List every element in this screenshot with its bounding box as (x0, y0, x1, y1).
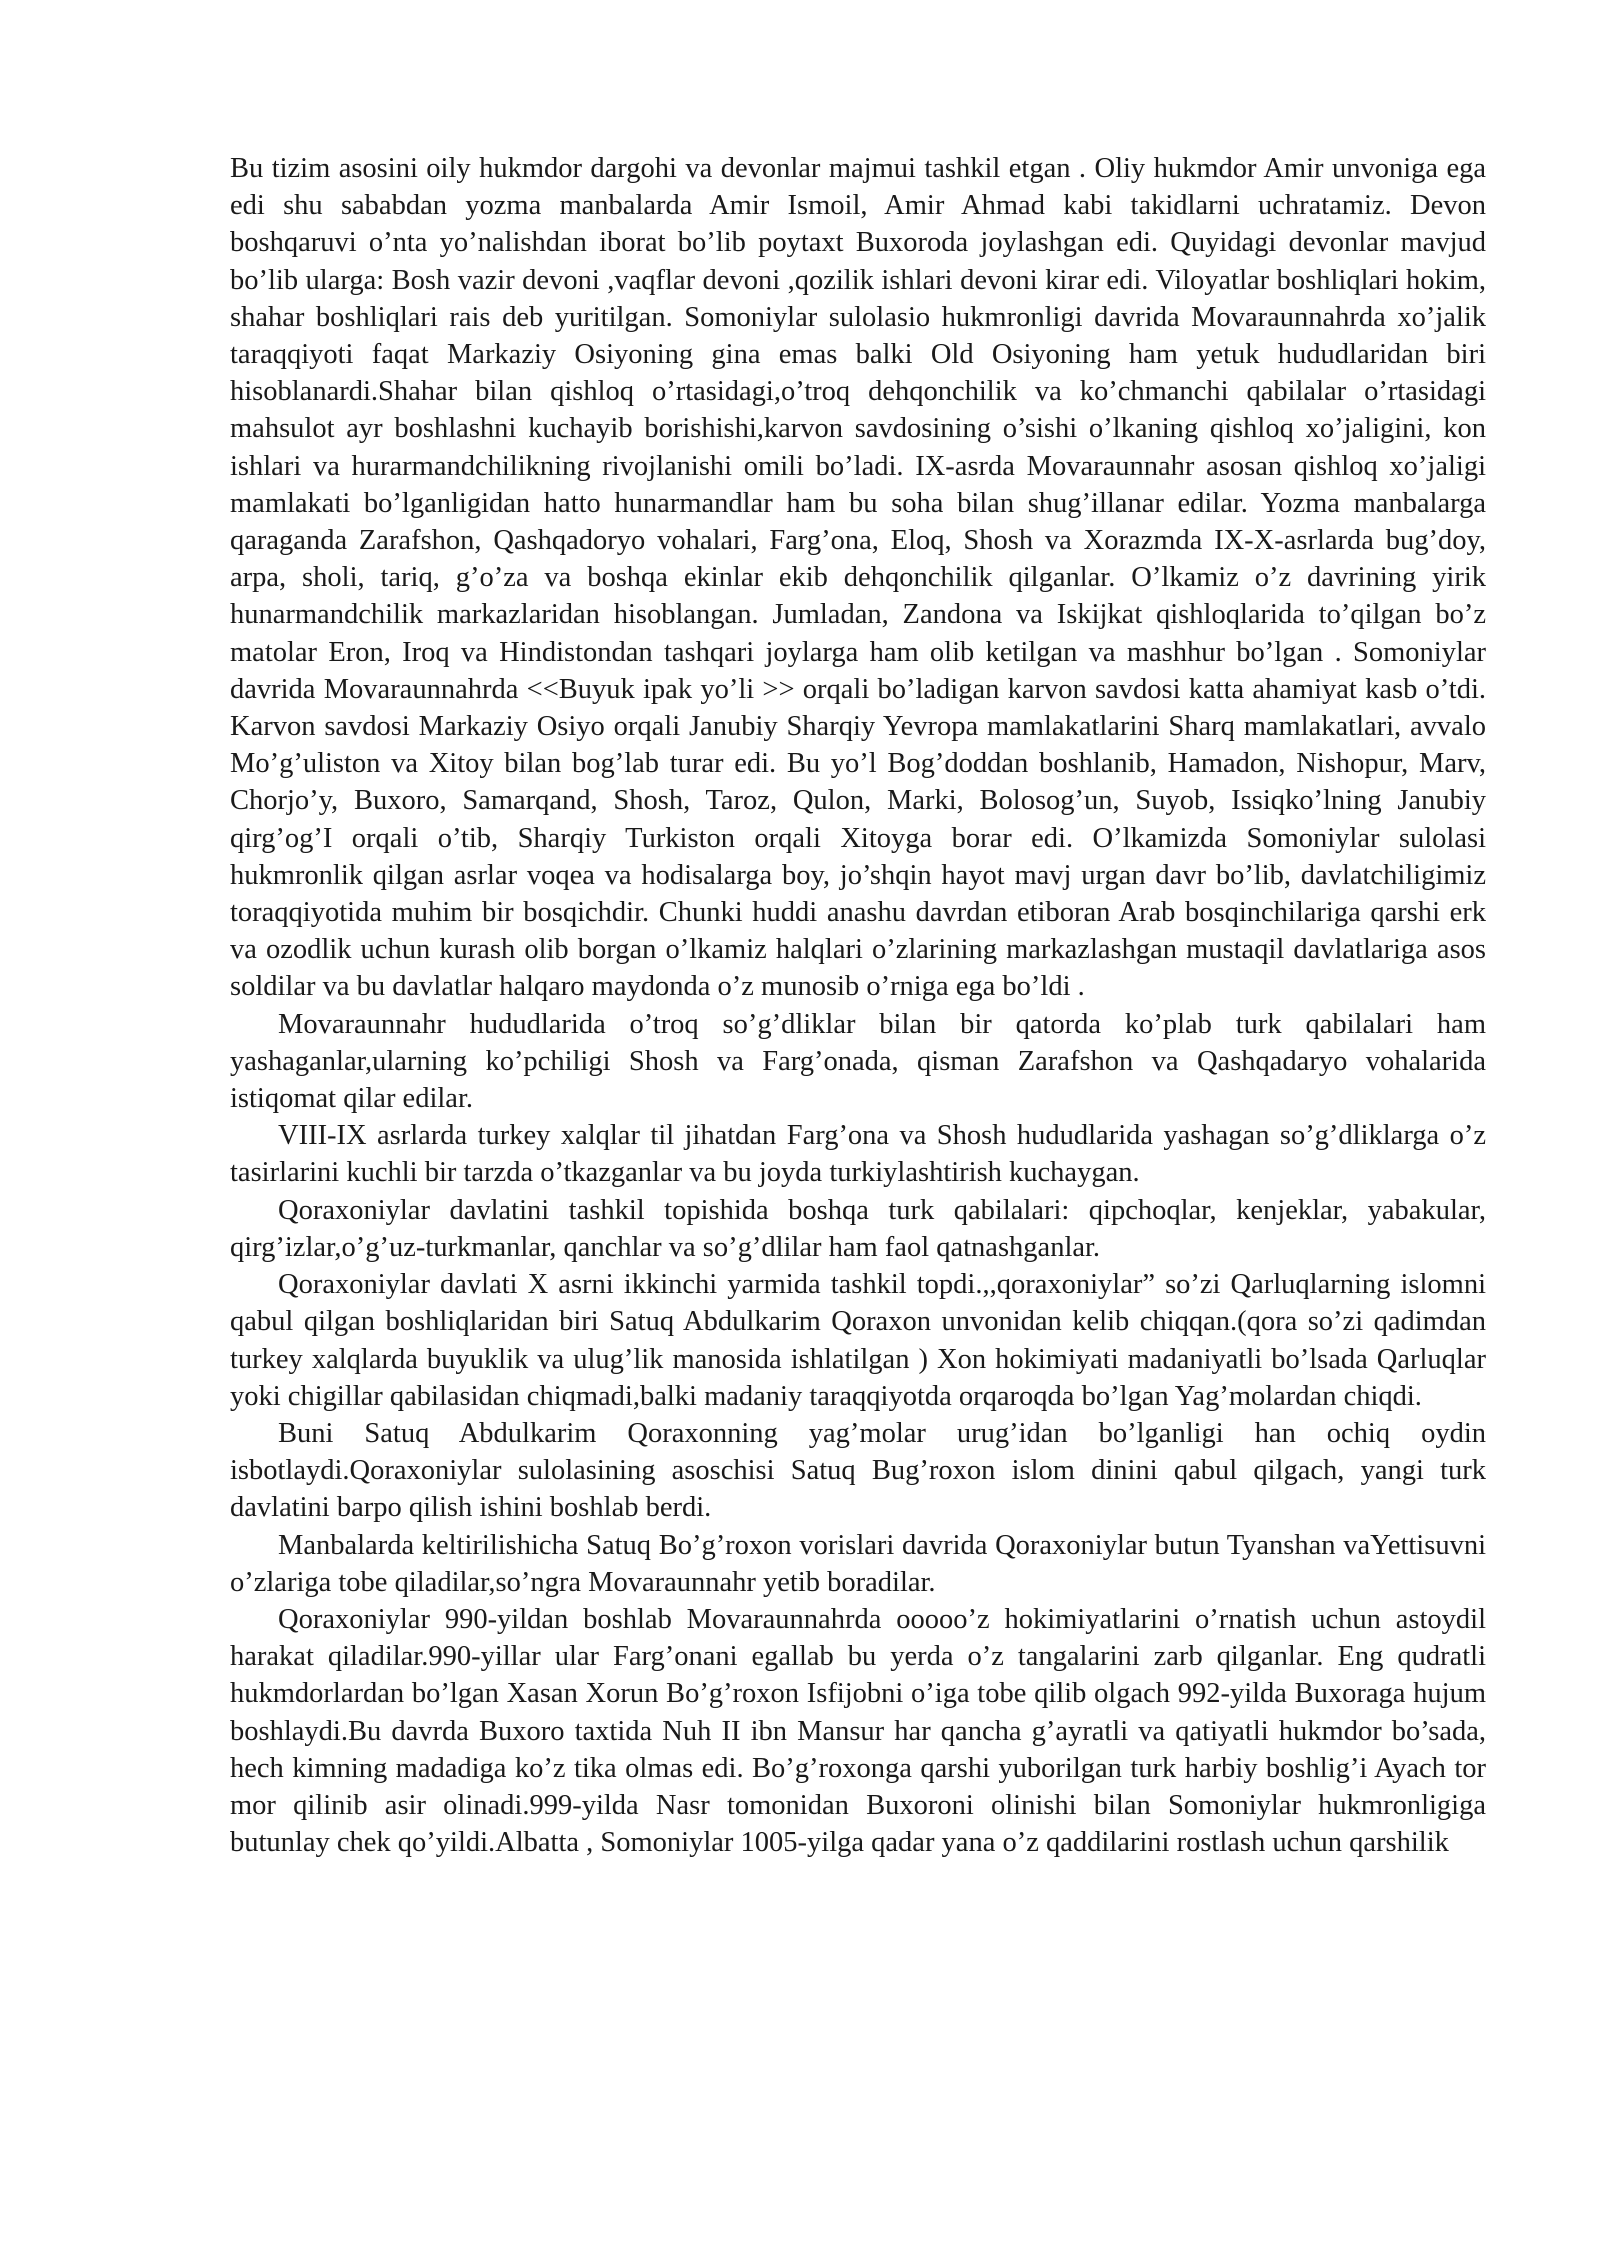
paragraph-qoraxoniylar-origin: Qoraxoniylar davlati X asrni ikkinchi yarmida tashkil topdi.,,qoraxoniylar” so’zi Qarluqlarning islomni qabul qilgan boshliqlaridan biri Satuq Abdulkarim Qoraxon unvonidan kelib chiqqan.(qora so’zi qadimdan turkey xalqlarda buyuklik va ulug’lik manosida ishlatilgan ) Xon hokimiyati madaniyatli bo’lsada Qarluqlar yoki chigillar qabilasidan chiqmadi,balki madaniy taraqqiyotda orqaroqda bo’lgan Yag’molardan chiqdi. (230, 1269, 1486, 1412)
paragraph-somoniylar-administration: Bu tizim asosini oily hukmdor dargohi va devonlar majmui tashkil etgan . Oliy hukmdor Amir unvoniga ega edi shu sababdan yozma manbalarda Amir Ismoil, Amir Ahmad kabi takidlarni uchratamiz. Devon boshqaruvi o’nta yo’nalishdan iborat bo’lib poytaxt Buxoroda joylashgan edi. Quyidagi devonlar mavjud bo’lib ularga: Bosh vazir devoni ,vaqflar devoni ,qozilik ishlari devoni kirar edi. Viloyatlar boshliqlari hokim, shahar boshliqlari rais deb yuritilgan. Somoniylar sulolasio hukmronligi davrida Movaraunnahrda xo’jalik taraqqiyoti faqat Markaziy Osiyoning gina emas balki Old Osiyoning ham yetuk hududlaridan biri hisoblanardi.Shahar bilan qishloq o’rtasidagi,o’troq dehqonchilik va ko’chmanchi qabilalar o’rtasidagi mahsulot ayr boshlashni kuchayib borishishi,karvon savdosining o’sishi o’lkaning qishloq xo’jaligini, kon ishlari va hurarmandchilikning rivojlanishi omili bo’ladi. IX-asrda Movaraunnahr asosan qishloq xo’jaligi mamlakati bo’lganligidan hatto hunarmandlar ham bu soha bilan shug’illanar edilar. Yozma manbalarga qaraganda Zarafshon, Qashqadoryo vohalari, Farg’ona, Eloq, Shosh va Xorazmda IX-X-asrlarda bug’doy, arpa, sholi, tariq, g’o’za va boshqa ekinlar ekib dehqonchilik qilganlar. O’lkamiz o’z davrining yirik hunarmandchilik markazlaridan hisoblangan. Jumladan, Zandona va Iskijkat qishloqlarida to’qilgan bo’z matolar Eron, Iroq va Hindistondan tashqari joylarga ham olib ketilgan va mashhur bo’lgan . Somoniylar davrida Movaraunnahrda <<Buyuk ipak yo’li >> orqali bo’ladigan karvon savdosi katta ahamiyat kasb o’tdi. Karvon savdosi Markaziy Osiyo orqali Janubiy Sharqiy Yevropa mamlakatlarini Sharq mamlakatlari, avvalo Mo’g’uliston va Xitoy bilan bog’lab turar edi. Bu yo’l Bog’doddan boshlanib, Hamadon, Nishopur, Marv, Chorjo’y, Buxoro, Samarqand, Shosh, Taroz, Qulon, Marki, Bolosog’un, Suyob, Issiqko’lning Janubiy qirg’og’I orqali o’tib, Sharqiy Turkiston orqali Xitoyga borar edi. O’lkamizda Somoniylar sulolasi hukmronlik qilgan asrlar voqea va hodisalarga boy, jo’shqin hayot mavj urgan davr bo’lib, davlatchiligimiz toraqqiyotida muhim bir bosqichdir. Chunki huddi anashu davrdan etiboran Arab bosqinchilariga qarshi erk va ozodlik uchun kurash olib borgan o’lkamiz halqlari o’zlarining markazlashgan mustaqil davlatlariga asos soldilar va bu davlatlar halqaro maydonda o’z munosib o’rniga ega bo’ldi . (230, 153, 1486, 1003)
paragraph-turk-tribes: Movaraunnahr hududlarida o’troq so’g’dliklar bilan bir qatorda ko’plab turk qabilalari ham yashaganlar,ularning ko’pchiligi Shosh va Farg’onada, qisman Zarafshon va Qashqadaryo vohalarida istiqomat qilar edilar. (230, 1008, 1486, 1115)
paragraph-bukhara-conquest: Qoraxoniylar 990-yildan boshlab Movaraunnahrda ooooo’z hokimiyatlarini o’rnatish uchun astoydil harakat qiladilar.990-yillar ular Farg’onani egallab bu yerda o’z tangalarini zarb qilganlar. Eng qudratli hukmdorlardan bo’lgan Xasan Xorun Bo’g’roxon Isfijobni o’iga tobe qilib olgach 992-yilda Buxoraga hujum boshlaydi.Bu davrda Buxoro taxtida Nuh II ibn Mansur har qancha g’ayratli va qatiyatli hukmdor bo’sada, hech kimning madadiga ko’z tika olmas edi. Bo’g’roxonga qarshi yuborilgan turk harbiy boshlig’i Ayach tor mor qilinib asir olinadi.999-yilda Nasr tomonidan Buxoroni olinishi bilan Somoniylar hukmronligiga butunlay chek qo’yildi.Albatta , Somoniylar 1005-yilga qadar yana o’z qaddilarini rostlash uchun qarshilik (230, 1603, 1486, 1859)
paragraph-tyanshan: Manbalarda keltirilishicha Satuq Bo’g’roxon vorislari davrida Qoraxoniylar butun Tyanshan vaYettisuvni o’zlariga tobe qiladilar,so’ngra Movaraunnahr yetib boradilar. (230, 1529, 1486, 1598)
paragraph-satuq-abdulkarim: Buni Satuq Abdulkarim Qoraxonning yag’molar urug’idan bo’lganligi han ochiq oydin isbotlaydi.Qoraxoniylar sulolasining asoschisi Satuq Bug’roxon islom dinini qabul qilgach, yangi turk davlatini barpo qilish ishini boshlab berdi. (230, 1417, 1486, 1524)
document-page (230, 150, 1486, 1861)
paragraph-turkification: VIII-IX asrlarda turkey xalqlar til jihatdan Farg’ona va Shosh hududlarida yashagan so’g’dliklarga o’z tasirlarini kuchli bir tarzda o’tkazganlar va bu joyda turkiylashtirish kuchaygan. (230, 1120, 1486, 1189)
paragraph-qoraxoniylar-tribes: Qoraxoniylar davlatini tashkil topishida boshqa turk qabilalari: qipchoqlar, kenjeklar, yabakular, qirg’izlar,o’g’uz-turkmanlar, qanchlar va so’g’dlilar ham faol qatnashganlar. (230, 1194, 1486, 1263)
